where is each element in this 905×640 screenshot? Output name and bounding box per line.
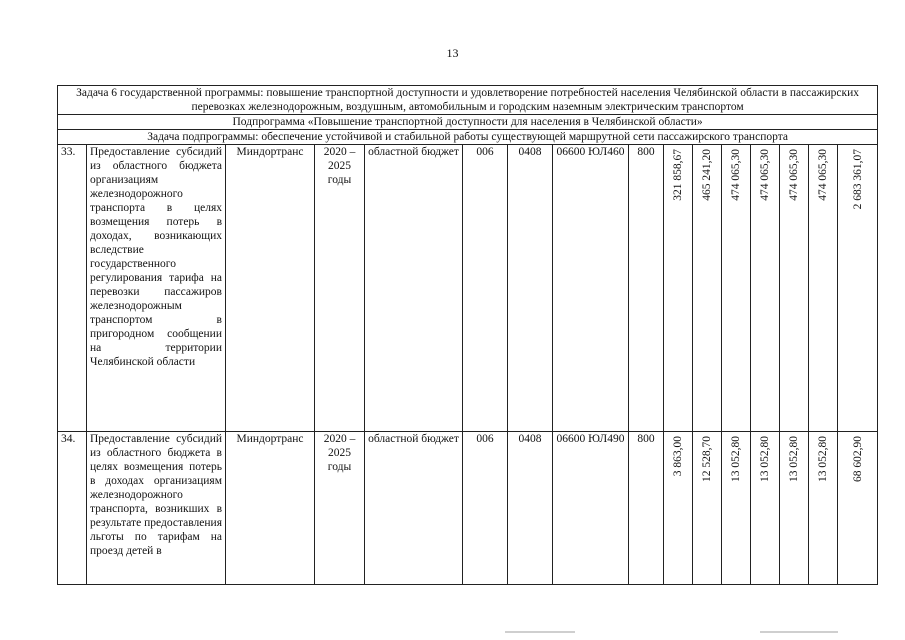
amount-cell (809, 432, 838, 585)
amount-value: 465 241,20 (701, 149, 713, 201)
amount-cell (751, 432, 780, 585)
period: 2020 – 2025 годы (315, 432, 365, 585)
row-number: 33. (58, 145, 87, 432)
table-row (58, 432, 878, 585)
amount-cell (780, 432, 809, 585)
measure-description: Предоставление субсидий из областного бюджета в целях возмещения потерь в доходах организациям железнодорожного транспорта, возникших в результате предоставления льготы по тарифам на проезд детей в (87, 432, 226, 585)
measure-description: Предоставление субсидий из областного бюджета организациям железнодорожного транспорта в целях возмещения потерь в доходах, возникающих вследствие государственного регулирования тарифа на перевозки пассажиров железнодорожным транспортом в пригородном сообщении на территории Челябинской области (87, 145, 226, 432)
amount-value: 13 052,80 (788, 436, 800, 482)
funding-source: областной бюджет (365, 145, 463, 432)
amount-total-cell (838, 432, 878, 585)
amount-value: 321 858,67 (672, 149, 684, 201)
amount-value: 474 065,30 (730, 149, 742, 201)
funding-source: областной бюджет (365, 432, 463, 585)
budget-code-expense-type: 800 (629, 432, 664, 585)
budget-code-target: 06600 ЮЛ490 (553, 432, 629, 585)
table-row (58, 145, 878, 432)
amount-cell (722, 145, 751, 432)
amount-cell (664, 432, 693, 585)
amount-value: 12 528,70 (701, 436, 713, 482)
budget-code-target: 06600 ЮЛ460 (553, 145, 629, 432)
amount-cell (722, 432, 751, 585)
row-number: 34. (58, 432, 87, 585)
amount-cell (664, 145, 693, 432)
program-table (57, 85, 878, 585)
amount-value: 474 065,30 (759, 149, 771, 201)
amount-cell (693, 432, 722, 585)
amount-total: 68 602,90 (851, 436, 864, 482)
budget-code-section: 0408 (508, 145, 553, 432)
period: 2020 – 2025 годы (315, 145, 365, 432)
scan-artifact (760, 631, 838, 633)
amount-cell (780, 145, 809, 432)
amount-total-cell (838, 145, 878, 432)
amount-total: 2 683 361,07 (851, 149, 864, 210)
amount-value: 3 863,00 (672, 436, 684, 477)
budget-code-ministry: 006 (463, 432, 508, 585)
amount-cell (693, 145, 722, 432)
amount-value: 13 052,80 (817, 436, 829, 482)
amount-cell (751, 145, 780, 432)
subtask-header: Задача подпрограммы: обеспечение устойчивой и стабильной работы существующей маршрутной сети пассажирского транспорта (58, 130, 878, 145)
budget-code-section: 0408 (508, 432, 553, 585)
amount-value: 474 065,30 (788, 149, 800, 201)
executor: Миндортранс (226, 432, 315, 585)
page-number: 13 (446, 46, 459, 60)
scan-artifact (505, 631, 575, 633)
amount-value: 13 052,80 (759, 436, 771, 482)
amount-value: 13 052,80 (730, 436, 742, 482)
amount-cell (809, 145, 838, 432)
budget-code-ministry: 006 (463, 145, 508, 432)
budget-code-expense-type: 800 (629, 145, 664, 432)
subprogram-header: Подпрограмма «Повышение транспортной доступности для населения в Челябинской области» (58, 115, 878, 130)
amount-value: 474 065,30 (817, 149, 829, 201)
task-header: Задача 6 государственной программы: повышение транспортной доступности и удовлетворение потребностей населения Челябинской области в пассажирских перевозках железнодорожным, воздушным, автомобильным и городским наземным электрическим транспортом (58, 86, 878, 115)
executor: Миндортранс (226, 145, 315, 432)
